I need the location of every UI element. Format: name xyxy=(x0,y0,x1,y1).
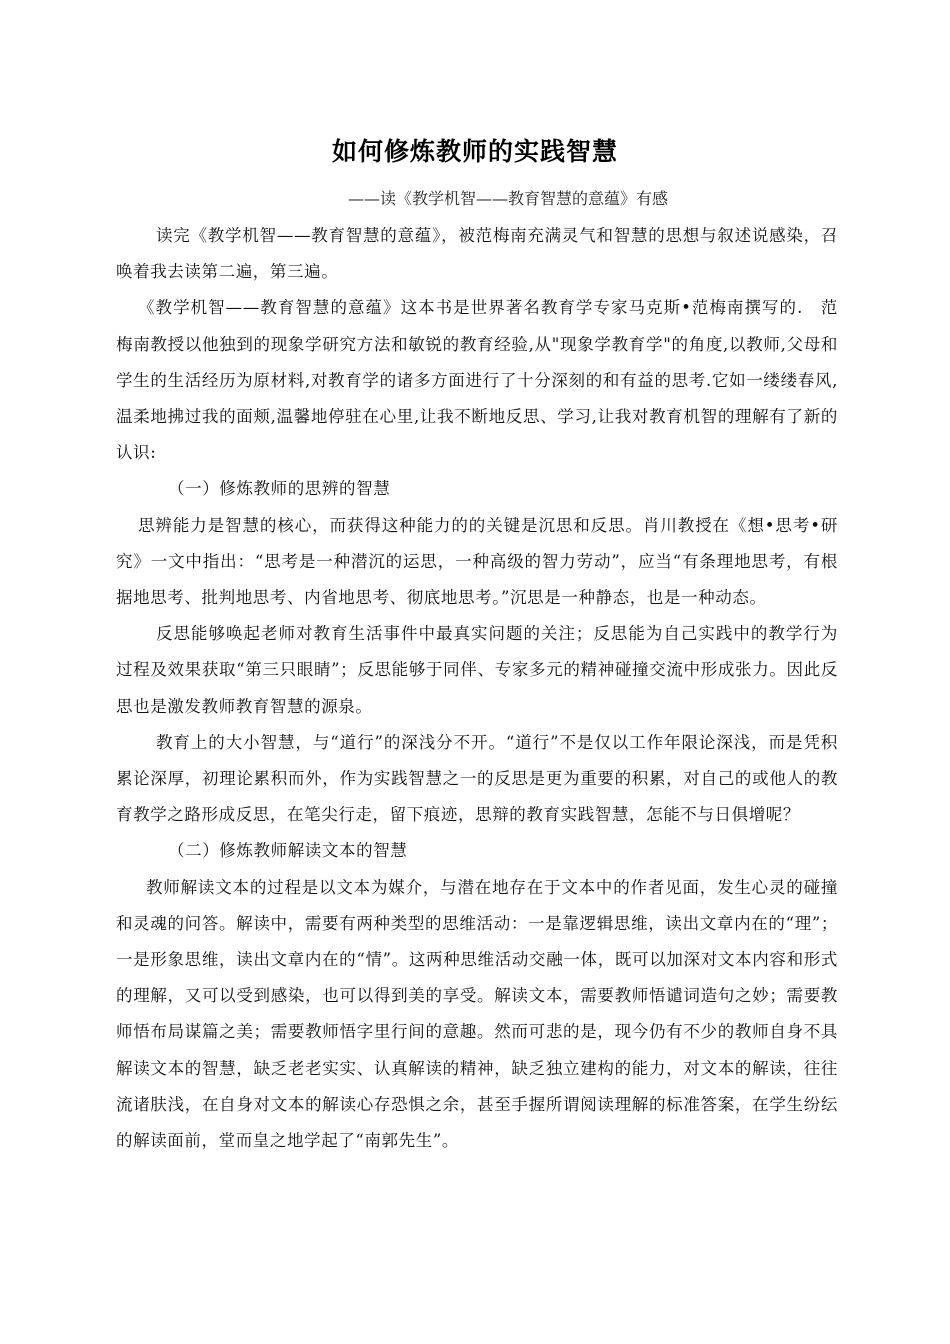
paragraph-thinking: 思辨能力是智慧的核心，而获得这种能力的的关键是沉思和反思。肖川教授在《想•思考•研究》一文中指出：“思考是一种潜沉的运思，一种高级的智力劳动”，应当“有条理地思考，有根据地思考、批判地思考、内省地思考、彻底地思考。”沉思是一种静态，也是一种动态。 xyxy=(116,515,838,608)
paragraph-text-reading: 教师解读文本的过程是以文本为媒介，与潜在地存在于文本中的作者见面，发生心灵的碰撞和灵魂的问答。解读中，需要有两种类型的思维活动：一是靠逻辑思维，读出文章内在的“理”；一是形象思维，读出文章内在的“情”。这两种思维活动交融一体，既可以加深对文本内容和形式的理解，又可以受到感染，也可以得到美的享受。解读文本，需要教师悟谴词造句之妙；需要教师悟布局谋篇之美；需要教师悟字里行间的意趣。然而可悲的是，现今仍有不少的教师自身不具解读文本的智慧，缺乏老老实实、认真解读的精神，缺乏独立建构的能力，对文本的解读，往往流诸肤浅，在自身对文本的解读心存恐惧之余，甚至手握所谓阅读理解的标准答案，在学生纷纭的解读面前，堂而皇之地学起了“南郭先生”。 xyxy=(116,877,838,1151)
page-subtitle: ——读《教学机智——教育智慧的意蕴》有感 xyxy=(347,189,668,208)
page-title: 如何修炼教师的实践智慧 xyxy=(331,137,618,166)
paragraph-book-overview: 《教学机智——教育智慧的意蕴》这本书是世界著名教育学专家马克斯•范梅南撰写的. 范梅南教授以他独到的现象学研究方法和敏锐的教育经验,从"现象学教育学"的角度,以教师,父母和学生的生活经历为原材料,对教育学的诸多方面进行了十分深刻的和有益的思考.它如一缕缕春风,温柔地拂过我的面颊,温馨地停驻在心里,让我不断地反思、学习,让我对教育机智的理解有了新的认识: xyxy=(116,298,838,463)
section-heading-1: （一）修炼教师的思辨的智慧 xyxy=(168,479,391,499)
document-body xyxy=(116,218,838,1159)
paragraph-daoxing: 教育上的大小智慧，与“道行”的深浅分不开。“道行”不是仅以工作年限论深浅，而是凭积累论深厚，初理论累积而外，作为实践智慧之一的反思是更为重要的积累，对自己的或他人的教育教学之路形成反思，在笔尖行走，留下痕迹，思辩的教育实践智慧，怎能不与日俱增呢？ xyxy=(116,732,838,825)
paragraph-intro: 读完《教学机智——教育智慧的意蕴》，被范梅南充满灵气和智慧的思想与叙述说感染，召唤着我去读第二遍，第三遍。 xyxy=(116,226,838,282)
section-heading-2: （二）修炼教师解读文本的智慧 xyxy=(168,841,408,861)
paragraph-reflection: 反思能够唤起老师对教育生活事件中最真实问题的关注；反思能为自己实践中的教学行为过程及效果获取“第三只眼睛”；反思能够于同伴、专家多元的精神碰撞交流中形成张力。因此反思也是激发教师教育智慧的源泉。 xyxy=(116,624,838,716)
